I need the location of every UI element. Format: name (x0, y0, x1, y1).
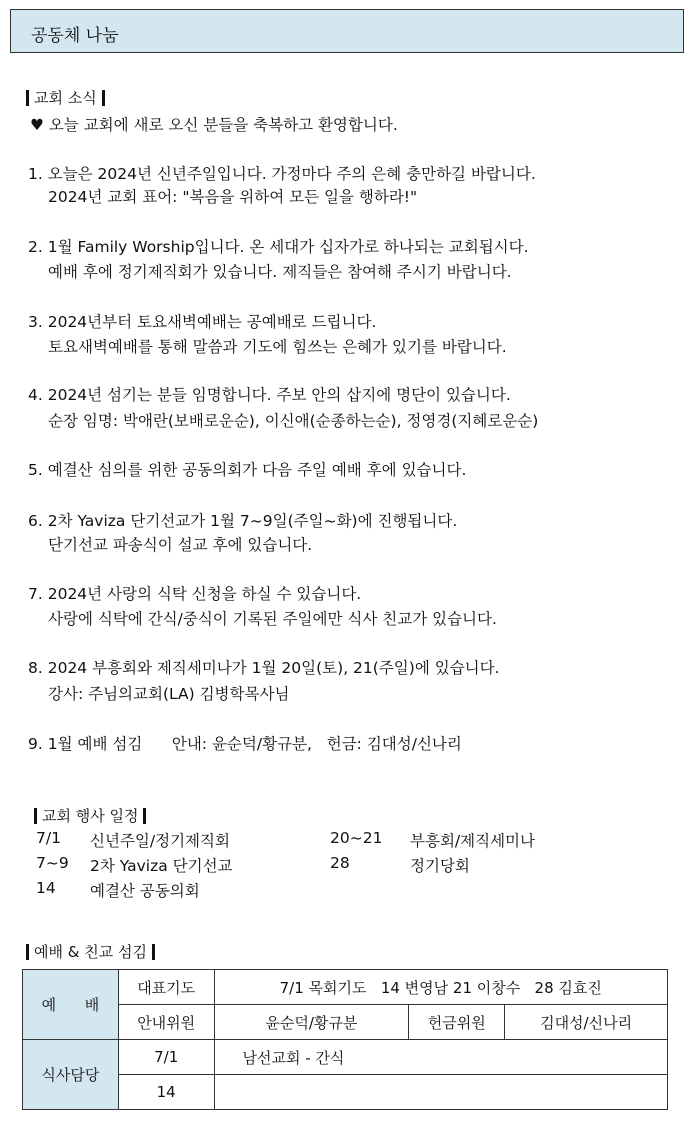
offering-value: 김대성/신나리 (505, 1005, 668, 1040)
news-item-6-detail: 단기선교 파송식이 설교 후에 있습니다. (48, 536, 313, 554)
news-item-6: 6. 2차 Yaviza 단기선교가 1월 7~9일(주일~화)에 진행됩니다. (28, 512, 458, 530)
table-row (23, 1075, 668, 1110)
news-item-1-detail: 2024년 교회 표어: "복음을 위하여 모든 일을 행하라!" (48, 188, 418, 206)
service-section-title: 예배 & 친교 섬김 (26, 941, 155, 962)
meal-value: 남선교회 - 간식 (214, 1040, 667, 1075)
meal-value (214, 1075, 667, 1110)
schedule-event: 신년주일/정기제직회 (90, 832, 230, 850)
table-row (23, 1040, 668, 1075)
title-bar-left (26, 944, 29, 960)
welcome-text: ♥ 오늘 교회에 새로 오신 분들을 축복하고 환영합니다. (30, 116, 398, 134)
news-item-2: 2. 1월 Family Worship입니다. 온 세대가 십자가로 하나되는 교회됩시다. (28, 238, 529, 256)
schedule-section-title: 교회 행사 일정 (34, 805, 146, 826)
news-item-7: 7. 2024년 사랑의 식탁 신청을 하실 수 있습니다. (28, 585, 362, 603)
page-title: 공동체 나눔 (31, 26, 119, 46)
schedule-date: 7/1 (36, 829, 61, 847)
usher-value: 윤순덕/황규분 (214, 1005, 409, 1040)
meal-date: 14 (118, 1075, 214, 1110)
schedule-event: 2차 Yaviza 단기선교 (90, 857, 233, 875)
meal-label: 식사담당 (23, 1040, 119, 1110)
table-row (23, 1005, 668, 1040)
news-section-title: 교회 소식 (26, 87, 105, 108)
schedule-date: 20~21 (330, 829, 383, 847)
usher-label: 안내위원 (118, 1005, 214, 1040)
meal-date: 7/1 (118, 1040, 214, 1075)
news-item-3-detail: 토요새벽예배를 통해 말씀과 기도에 힘쓰는 은혜가 있기를 바랍니다. (48, 338, 507, 356)
prayer-label: 대표기도 (118, 970, 214, 1005)
news-item-2-detail: 예배 후에 정기제직회가 있습니다. 제직들은 참여해 주시기 바랍니다. (48, 263, 512, 281)
news-item-8-detail: 강사: 주님의교회(LA) 김병학목사님 (48, 685, 290, 703)
news-item-5: 5. 예결산 심의를 위한 공동의회가 다음 주일 예배 후에 있습니다. (28, 461, 467, 479)
news-item-4: 4. 2024년 섬기는 분들 임명합니다. 주보 안의 삽지에 명단이 있습니다. (28, 386, 511, 404)
schedule-event: 예결산 공동의회 (90, 882, 200, 900)
worship-label: 예 배 (23, 970, 119, 1040)
news-item-1: 1. 오늘은 2024년 신년주일입니다. 가정마다 주의 은혜 충만하길 바랍니다. (28, 165, 536, 183)
title-bar-right (102, 90, 105, 106)
news-item-4-detail: 순장 임명: 박애란(보배로운순), 이신애(순종하는순), 정영경(지혜로운순) (48, 412, 539, 430)
title-bar-left (34, 808, 37, 824)
service-table (22, 969, 668, 1110)
schedule-event: 부흥회/제직세미나 (410, 832, 536, 850)
schedule-date: 14 (36, 879, 56, 897)
offering-label: 헌금위원 (409, 1005, 505, 1040)
schedule-event: 정기당회 (410, 857, 470, 875)
news-item-8: 8. 2024 부흥회와 제직세미나가 1월 20일(토), 21(주일)에 있습니다. (28, 659, 500, 677)
schedule-date: 28 (330, 854, 350, 872)
news-item-7-detail: 사랑에 식탁에 간식/중식이 기록된 주일에만 식사 친교가 있습니다. (48, 610, 497, 628)
title-bar-right (143, 808, 146, 824)
header-bar (10, 9, 684, 53)
title-bar-left (26, 90, 29, 106)
news-item-9: 9. 1월 예배 섬김 안내: 윤순덕/황규분, 헌금: 김대성/신나리 (28, 735, 462, 753)
prayer-value: 7/1 목회기도 14 변영남 21 이창수 28 김효진 (214, 970, 667, 1005)
table-row (23, 970, 668, 1005)
news-item-3: 3. 2024년부터 토요새벽예배는 공예배로 드립니다. (28, 313, 377, 331)
schedule-date: 7~9 (36, 854, 69, 872)
title-bar-right (152, 944, 155, 960)
